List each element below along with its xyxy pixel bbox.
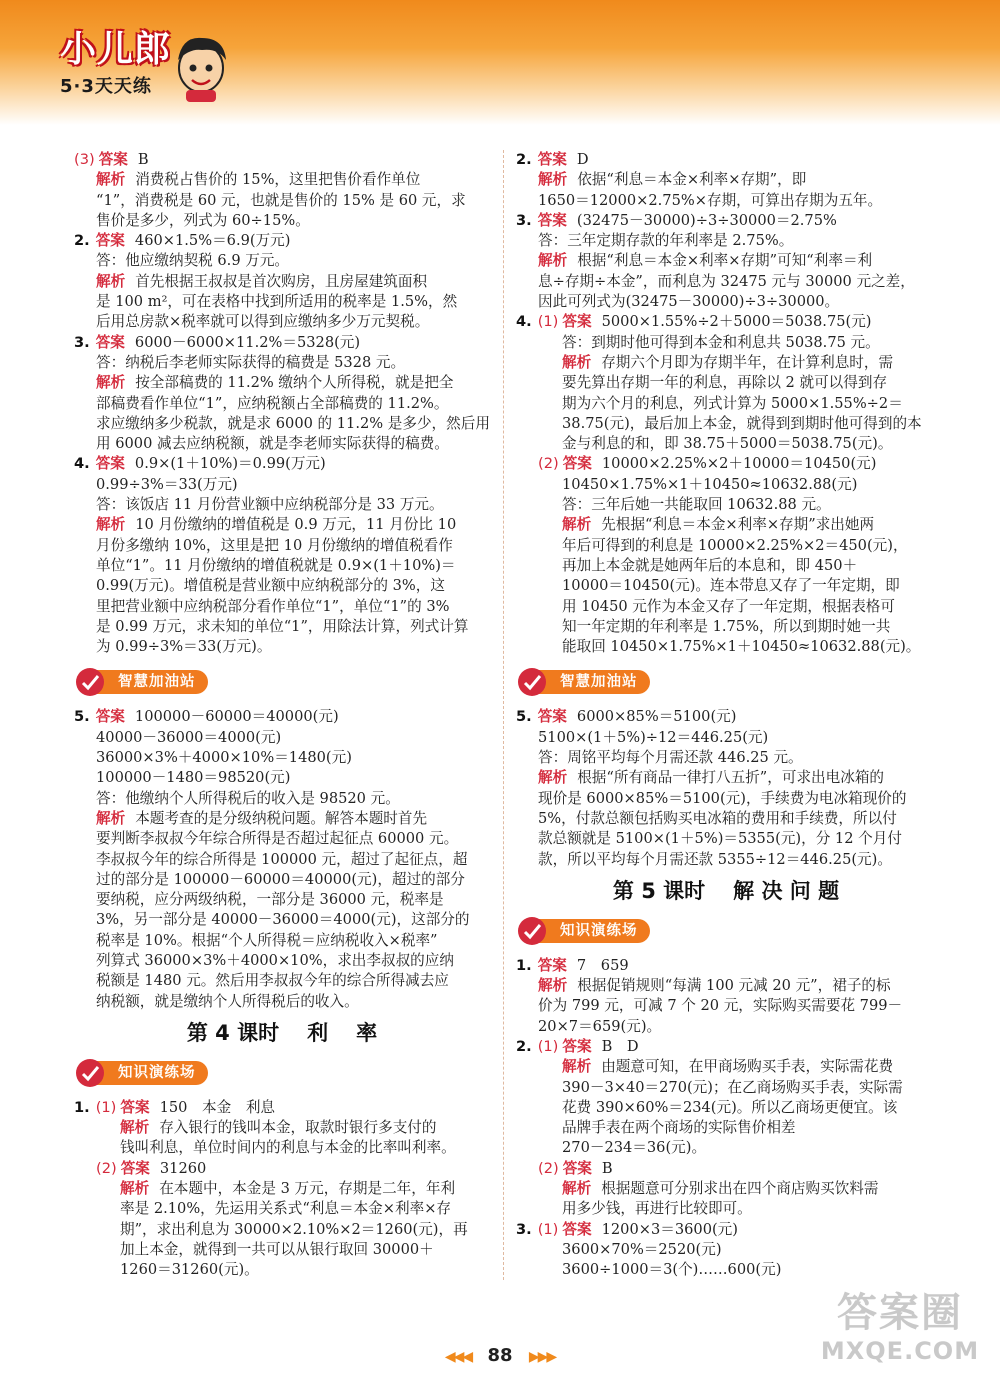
answer-line [516, 956, 936, 976]
section-title: 智慧加油站 [84, 670, 208, 694]
answer-line [516, 191, 936, 211]
line-text: 部稿费看作单位“1”，应纳税额占全部稿费的 11.2%。 [96, 394, 449, 412]
line-text: 根据促销规则“每满 100 元减 20 元”，裙子的标 [577, 977, 891, 995]
answer-line [74, 353, 490, 373]
answer-line [74, 870, 490, 890]
line-text: “1”，消费税是 60 元，也就是售价的 15% 是 60 元，求 [96, 191, 466, 209]
answer-line [74, 536, 490, 556]
line-text: 再加上本金就是她两年后的本息和，即 450＋ [562, 556, 858, 574]
analysis-tag: 解析 [562, 353, 592, 371]
section-badge-icon [74, 1057, 106, 1089]
line-text: 能取回 10450×1.75%×1＋10450≈10632.88(元)。 [562, 638, 921, 656]
mascot-boy-icon [168, 30, 234, 102]
lesson-heading [74, 1018, 490, 1048]
answer-line [74, 312, 490, 332]
answer-line [516, 1179, 936, 1199]
line-text: 10000＝10450(元)。连本带息又存了一年定期，即 [562, 577, 900, 595]
answer-line [74, 768, 490, 788]
analysis-tag: 解析 [120, 1119, 150, 1137]
line-text: 知一年定期的年利率是 1.75%，所以到期时她一共 [562, 617, 891, 635]
answer-line [74, 495, 490, 515]
answer-line [74, 931, 490, 951]
line-text: 0.9×(1＋10%)＝0.99(万元) [134, 455, 326, 473]
answer-line [74, 251, 490, 271]
answer-line [516, 1078, 936, 1098]
section-banner [74, 1056, 490, 1090]
question-number: 5. [516, 708, 532, 726]
answer-line [74, 515, 490, 535]
line-text: 年后可得到的利息是 10000×2.25%×2＝450(元)， [562, 536, 908, 554]
answer-line [74, 170, 490, 190]
answer-line [74, 637, 490, 657]
column-divider [503, 150, 504, 1280]
analysis-tag: 解析 [562, 516, 592, 534]
answer-line [516, 1159, 936, 1179]
line-text: 答：周铭平均每个月需还款 446.25 元。 [538, 749, 803, 767]
answer-line [516, 373, 936, 393]
analysis-tag: 解析 [96, 374, 126, 392]
line-text: 单位“1”。11 月份缴纳的增值税就是 0.9×(1＋10%)＝ [96, 556, 456, 574]
line-text: 答：他应缴纳契税 6.9 万元。 [96, 252, 290, 270]
answer-line [74, 910, 490, 930]
line-text: 用 10450 元作为本金又存了一年定期，根据表格可 [562, 597, 895, 615]
line-text: 李叔叔今年的综合所得是 100000 元，超过了起征点，超 [96, 850, 468, 868]
line-text: 是 0.99 万元，求未知的单位“1”，用除法计算，列式计算 [96, 617, 469, 635]
answer-line [74, 231, 490, 251]
answer-line [74, 292, 490, 312]
question-number: 3. [516, 211, 532, 229]
sub-question-label: (2) [538, 455, 559, 473]
answer-line [74, 829, 490, 849]
line-text: B [601, 1159, 613, 1177]
answer-tag: 答案 [95, 333, 125, 351]
page-number: 88 [487, 1345, 513, 1366]
answer-line [74, 414, 490, 434]
answer-line [516, 556, 936, 576]
answer-tag: 答案 [537, 211, 567, 229]
left-column [74, 150, 490, 1281]
analysis-tag: 解析 [538, 769, 568, 787]
line-text: 依据“利息＝本金×利率×存期”，即 [577, 171, 807, 189]
line-text: 10450×1.75%×1＋10450≈10632.88(元) [562, 475, 858, 493]
answer-line [74, 373, 490, 393]
lesson-heading-part: 第 5 课时 [612, 878, 706, 903]
line-text: 1650＝12000×2.75%×存期，可算出存期为五年。 [538, 191, 883, 209]
answer-line [516, 1118, 936, 1138]
watermark-url: MXQE.COM [820, 1337, 980, 1365]
question-number: 2. [516, 151, 532, 168]
answer-line [516, 809, 936, 829]
section-banner [516, 914, 936, 948]
line-text: 7 659 [576, 956, 629, 974]
analysis-tag: 解析 [96, 516, 126, 534]
section-banner [74, 665, 490, 699]
answer-line [74, 1199, 490, 1219]
line-text: 3600×70%＝2520(元) [562, 1240, 722, 1258]
line-text: 是 100 m²，可在表格中找到所适用的税率是 1.5%，然 [96, 293, 458, 311]
prev-arrows-icon: ◀◀◀ [444, 1349, 472, 1365]
watermark [805, 1290, 995, 1376]
line-text: 税率是 10%。根据“个人所得税＝应纳税收入×税率” [96, 931, 438, 949]
line-text: 根据“所有商品一律打八五折”，可求出电冰箱的 [577, 769, 885, 787]
answer-line [516, 272, 936, 292]
line-text: 1200×3＝3600(元) [601, 1220, 738, 1238]
answer-line [516, 1098, 936, 1118]
question-number: 5. [74, 708, 90, 726]
answer-tag: 答案 [562, 313, 592, 331]
answer-line [74, 809, 490, 829]
answer-line [516, 1017, 936, 1037]
line-text: 款，所以平均每个月需还款 5355÷12＝446.25(元)。 [538, 850, 892, 868]
line-text: 价为 799 元，可减 7 个 20 元，实际购买需要花 799－ [538, 997, 903, 1015]
answer-line [516, 707, 936, 727]
line-text: 纳税额，就是缴纳个人所得税后的收入。 [96, 992, 359, 1010]
answer-line [516, 829, 936, 849]
answer-line [74, 1240, 490, 1260]
line-text: 消费税占售价的 15%，这里把售价看作单位 [135, 171, 421, 189]
line-text: 用多少钱，再进行比较即可。 [562, 1200, 752, 1218]
line-text: 里把营业额中应纳税部分看作单位“1”，单位“1”的 3% [96, 597, 450, 615]
answer-line [516, 1240, 936, 1260]
answer-tag: 答案 [120, 1098, 150, 1116]
lesson-heading-part: 解 决 问 题 [733, 878, 840, 903]
line-text: 5000×1.55%÷2＋5000＝5038.75(元) [601, 313, 872, 331]
answer-line [516, 768, 936, 788]
answer-line [516, 576, 936, 596]
analysis-tag: 解析 [562, 1180, 592, 1198]
series-title: 5·3天天练 [60, 76, 152, 97]
line-text: 期为六个月的利息，列式计算为 5000×1.55%÷2＝ [562, 394, 903, 412]
answer-line [74, 1138, 490, 1158]
answer-line [516, 1037, 936, 1057]
answer-line [74, 890, 490, 910]
answer-line [516, 292, 936, 312]
lesson-heading-part: 率 [356, 1020, 378, 1045]
answer-tag: 答案 [562, 1159, 592, 1177]
answer-line [74, 707, 490, 727]
line-text: 100000－60000＝40000(元) [134, 708, 339, 726]
answer-line [516, 1057, 936, 1077]
line-text: 存入银行的钱叫本金，取款时银行多支付的 [159, 1119, 437, 1137]
sub-question-label: (1) [537, 1037, 559, 1055]
line-text: 要判断李叔叔今年综合所得是否超过起征点 60000 元。 [96, 830, 459, 848]
answer-line [74, 748, 490, 768]
answer-line [516, 789, 936, 809]
answer-tag: 答案 [95, 708, 125, 726]
answer-line [74, 728, 490, 748]
line-text: 100000－1480＝98520(元) [96, 769, 291, 787]
answer-line [516, 976, 936, 996]
answer-line [516, 251, 936, 271]
line-text: 用 6000 减去应纳税额，就是李老师实际获得的稿费。 [96, 435, 449, 453]
line-text: 因此可列式为(32475－30000)÷3÷30000。 [538, 293, 840, 311]
answer-tag: 答案 [562, 455, 592, 473]
answer-line [74, 617, 490, 637]
line-text: 月份多缴纳 10%，这里是把 10 月份缴纳的增值税看作 [96, 536, 453, 554]
answer-line [74, 850, 490, 870]
answer-line [516, 353, 936, 373]
line-text: 金与利息的和，即 38.75＋5000＝5038.75(元)。 [562, 435, 893, 453]
answer-line [516, 617, 936, 637]
line-text: 3%，另一部分是 40000－36000＝4000(元)，这部分的 [96, 911, 470, 929]
answer-line [516, 1138, 936, 1158]
line-text: 根据题意可分别求出在四个商店购买饮料需 [601, 1180, 879, 1198]
line-text: 为 0.99÷3%＝33(万元)。 [96, 638, 272, 656]
answer-line [74, 597, 490, 617]
sub-question-label: (2) [538, 1159, 559, 1177]
question-number: 2. [74, 232, 90, 250]
next-arrows-icon: ▶▶▶ [528, 1349, 556, 1365]
line-text: 列算式 36000×3%＋4000×10%，求出李叔叔的应纳 [96, 951, 454, 969]
question-number: 3. [516, 1220, 532, 1238]
question-number: 1. [516, 956, 532, 974]
answer-line [516, 1260, 936, 1280]
line-text: 首先根据王叔叔是首次购房，且房屋建筑面积 [135, 272, 428, 290]
answer-line [74, 272, 490, 292]
right-column [516, 150, 936, 1281]
answer-tag: 答案 [537, 708, 567, 726]
answer-line [74, 475, 490, 495]
answer-line [74, 434, 490, 454]
sub-question-label: (1) [537, 1220, 559, 1238]
line-text: 过的部分是 100000－60000＝40000(元)，超过的部分 [96, 870, 465, 888]
line-text: 在本题中，本金是 3 万元，存期是二年，年利 [159, 1180, 456, 1198]
line-text: 40000－36000＝4000(元) [96, 728, 282, 746]
question-number: 3. [74, 333, 90, 351]
answer-line [516, 1220, 936, 1240]
sub-question-label: (1) [537, 313, 559, 331]
answer-line [516, 211, 936, 231]
section-banner [516, 665, 936, 699]
line-text: 存期六个月即为存期半年，在计算利息时，需 [601, 353, 894, 371]
line-text: 5%，付款总额包括购买电冰箱的费用和手续费，所以付 [538, 809, 897, 827]
line-text: 答：三年后她一共能取回 10632.88 元。 [562, 496, 831, 514]
answer-line [74, 1220, 490, 1240]
line-text: 钱叫利息，单位时间内的利息与本金的比率叫利率。 [120, 1139, 456, 1157]
line-text: 要纳税，应分两级纳税，一部分是 36000 元，税率是 [96, 891, 444, 909]
line-text: 答：三年定期存款的年利率是 2.75%。 [538, 232, 794, 250]
lesson-heading-part: 第 4 课时 [186, 1020, 280, 1045]
question-number: 4. [516, 313, 532, 331]
answer-line [74, 971, 490, 991]
answer-line [74, 211, 490, 231]
line-text: B D [601, 1037, 639, 1055]
answer-line [74, 1159, 490, 1179]
answer-tag: 答案 [95, 232, 125, 250]
answer-line [516, 312, 936, 332]
line-text: 10 月份缴纳的增值税是 0.9 万元，11 月份比 10 [135, 516, 457, 534]
answer-line [74, 394, 490, 414]
answer-line [74, 1098, 490, 1118]
line-text: 本题考查的是分级纳税问题。解答本题时首先 [135, 809, 428, 827]
section-badge-icon [74, 666, 106, 698]
answer-tag: 答案 [98, 151, 128, 168]
answer-line [516, 475, 936, 495]
line-text: 期”，求出利息为 30000×2.10%×2＝1260(元)，再 [120, 1220, 468, 1238]
answer-line [516, 394, 936, 414]
analysis-tag: 解析 [562, 1058, 592, 1076]
answer-line [516, 454, 936, 474]
section-title: 知识演练场 [84, 1061, 208, 1085]
header-banner [0, 0, 1000, 125]
answer-tag: 答案 [95, 455, 125, 473]
line-text: 270－234＝36(元)。 [562, 1139, 707, 1157]
answer-line [516, 748, 936, 768]
answer-tag: 答案 [537, 956, 567, 974]
answer-line [74, 1260, 490, 1280]
answer-line [74, 576, 490, 596]
line-text: 花费 390×60%＝234(元)。所以乙商场更便宜。该 [562, 1098, 898, 1116]
line-text: (32475－30000)÷3÷30000＝2.75% [576, 211, 837, 229]
sub-question-label: (3) [74, 151, 95, 168]
answer-line [516, 597, 936, 617]
line-text: 加上本金，就得到一共可以从银行取回 30000＋ [120, 1240, 434, 1258]
line-text: 求应缴纳多少税款，就是求 6000 的 11.2% 是多少，然后用 [96, 414, 490, 432]
line-text: 答：该饭店 11 月份营业额中应纳税部分是 33 万元。 [96, 496, 444, 514]
line-text: 根据“利息＝本金×利率×存期”可知“利率＝利 [577, 252, 873, 270]
answer-line [516, 495, 936, 515]
line-text: 150 本金 利息 [159, 1098, 276, 1116]
analysis-tag: 解析 [96, 171, 126, 189]
line-text: 3600÷1000＝3(个)……600(元) [562, 1261, 782, 1279]
watermark-title: 答案圈 [837, 1290, 963, 1336]
lesson-heading [516, 876, 936, 906]
answer-line [516, 170, 936, 190]
answer-line [516, 1199, 936, 1219]
answer-line [74, 1179, 490, 1199]
section-title: 知识演练场 [526, 919, 650, 943]
question-number: 2. [516, 1037, 532, 1055]
answer-line [74, 1118, 490, 1138]
answer-line [74, 951, 490, 971]
answer-line [74, 992, 490, 1012]
question-number: 4. [74, 455, 90, 473]
answer-line [74, 454, 490, 474]
answer-line [516, 637, 936, 657]
line-text: 按全部稿费的 11.2% 缴纳个人所得税，就是把全 [135, 374, 454, 392]
analysis-tag: 解析 [120, 1180, 150, 1198]
line-text: 6000×85%＝5100(元) [576, 708, 737, 726]
answer-line [516, 150, 936, 170]
line-text: 1260＝31260(元)。 [120, 1261, 259, 1279]
sub-question-label: (1) [95, 1098, 117, 1116]
line-text: 5100×(1＋5%)÷12＝446.25(元) [538, 728, 769, 746]
analysis-tag: 解析 [538, 171, 568, 189]
answer-line [516, 996, 936, 1016]
line-text: 品牌手表在两个商场的实际售价相差 [562, 1119, 796, 1137]
answer-line [516, 434, 936, 454]
line-text: 率是 2.10%，先运用关系式“利息＝本金×利率×存 [120, 1200, 452, 1218]
line-text: 先根据“利息＝本金×利率×存期”求出她两 [601, 516, 875, 534]
line-text: 20×7＝659(元)。 [538, 1017, 662, 1035]
line-text: 后用总房款×税率就可以得到应缴纳多少万元契税。 [96, 313, 430, 331]
answer-line [516, 515, 936, 535]
line-text: 答：到期时他可得到本金和利息共 5038.75 元。 [562, 333, 880, 351]
brand-title: 小儿郎 [60, 29, 172, 70]
answer-line [74, 789, 490, 809]
line-text: 由题意可知，在甲商场购买手表，实际需花费 [601, 1058, 894, 1076]
line-text: 款总额就是 5100×(1＋5%)＝5355(元)，分 12 个月付 [538, 830, 902, 848]
line-text: B [137, 151, 149, 168]
line-text: 税额是 1480 元。然后用李叔叔今年的综合所得减去应 [96, 972, 449, 990]
line-text: 31260 [159, 1159, 207, 1177]
answer-tag: 答案 [562, 1220, 592, 1238]
brand-logo [60, 29, 172, 98]
section-title: 智慧加油站 [526, 670, 650, 694]
answer-tag: 答案 [120, 1159, 150, 1177]
answer-line [74, 150, 490, 170]
question-number: 1. [74, 1098, 90, 1116]
line-text: 0.99(万元)。增值税是营业额中应纳税部分的 3%，这 [96, 577, 445, 595]
line-text: 息÷存期÷本金”，而利息为 32475 元与 30000 元之差， [538, 272, 915, 290]
line-text: 要先算出存期一年的利息，再除以 2 就可以得到存 [562, 374, 888, 392]
answer-line [516, 536, 936, 556]
sub-question-label: (2) [96, 1159, 117, 1177]
line-text: 460×1.5%＝6.9(万元) [134, 232, 291, 250]
line-text: 售价是多少，列式为 60÷15%。 [96, 211, 310, 229]
line-text: D [576, 151, 589, 168]
section-badge-icon [516, 666, 548, 698]
line-text: 38.75(元)，最后加上本金，就得到到期时他可得到的本 [562, 414, 922, 432]
answer-line [516, 850, 936, 870]
analysis-tag: 解析 [96, 272, 126, 290]
answer-tag: 答案 [562, 1037, 592, 1055]
answer-line [74, 333, 490, 353]
line-text: 答：他缴纳个人所得税后的收入是 98520 元。 [96, 789, 400, 807]
answer-line [516, 333, 936, 353]
answer-line [516, 728, 936, 748]
answer-line [516, 231, 936, 251]
line-text: 答：纳税后李老师实际获得的稿费是 5328 元。 [96, 353, 406, 371]
answer-line [74, 191, 490, 211]
answer-line [516, 414, 936, 434]
lesson-heading-part: 利 [307, 1020, 329, 1045]
analysis-tag: 解析 [538, 977, 568, 995]
line-text: 10000×2.25%×2＋10000＝10450(元) [601, 455, 877, 473]
line-text: 390－3×40＝270(元)；在乙商场购买手表，实际需 [562, 1078, 903, 1096]
answer-line [74, 556, 490, 576]
analysis-tag: 解析 [96, 809, 126, 827]
line-text: 现价是 6000×85%＝5100(元)，手续费为电冰箱现价的 [538, 789, 907, 807]
line-text: 0.99÷3%＝33(万元) [96, 475, 238, 493]
section-badge-icon [516, 915, 548, 947]
analysis-tag: 解析 [538, 252, 568, 270]
line-text: 36000×3%＋4000×10%＝1480(元) [96, 749, 352, 767]
answer-tag: 答案 [537, 151, 567, 168]
line-text: 6000－6000×11.2%＝5328(元) [134, 333, 361, 351]
